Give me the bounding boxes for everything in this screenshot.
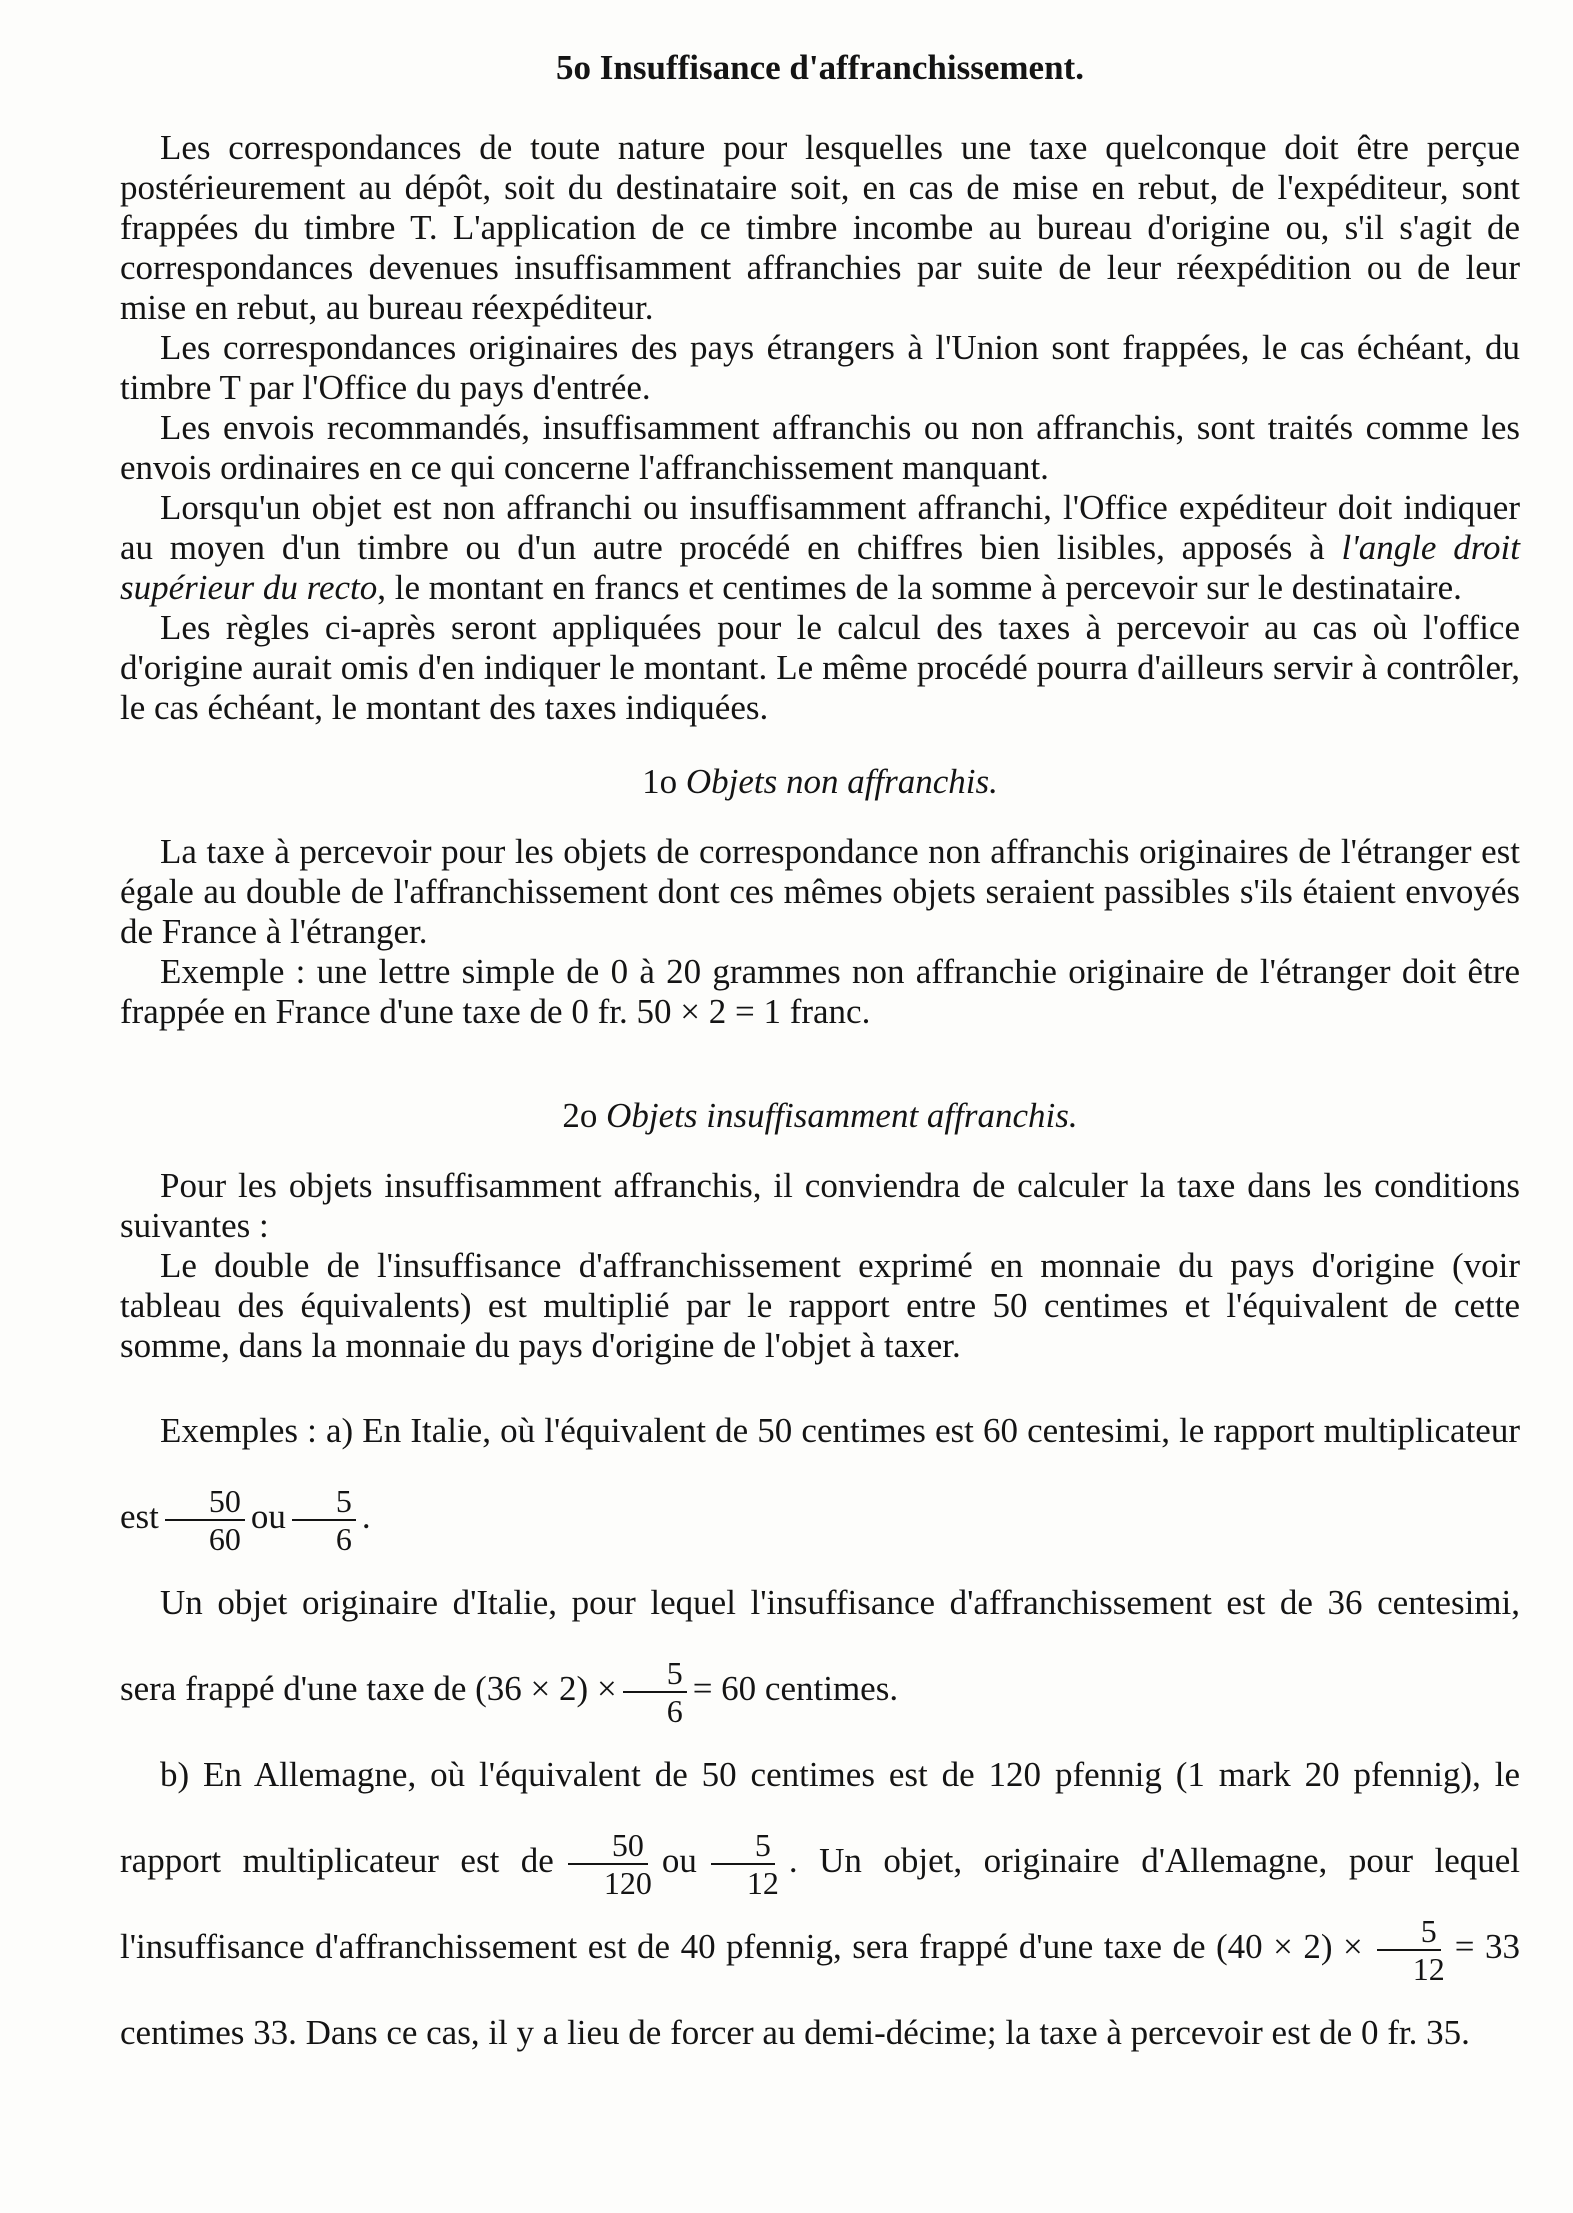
paragraph-regles-calcul: Les règles ci-après seront appliquées pour le calcul des taxes à percevoir au cas où l'office d'origine aurait omis d'en indiquer le montant. Le même procédé pourra d'ailleurs servir à contrôler, le cas échéant, le montant des taxes indiquées. <box>120 608 1520 727</box>
p4-before: Lorsqu'un objet est non affranchi ou insuffisamment affranchi, l'Office expéditeur doit indiquer au moyen d'un timbre ou d'un autre procédé en chiffres bien lisibles, apposés à <box>120 488 1520 567</box>
example-a-calc: Un objet originaire d'Italie, pour lequel l'insuffisance d'affranchissement est de 36 centesimi, sera frappé d'une taxe de (36 × 2) × $\frac{5}{6}$ = 60 centimes. <box>120 1583 1520 1729</box>
example-b: b) En Allemagne, où l'équivalent de 50 centimes est de 120 pfennig (1 mark 20 pfennig), le rapport multiplicateur est de $\frac{50}{120}$ ou $\frac{5}{12}$ . Un objet, originaire d'Allemagne, pour lequel l'insuffisance d'affranchissement est de 40 pfennig, sera frappé d'une taxe de (40 × 2) × $\frac{5}{12}$ = 33 centimes 33. Dans ce cas, il y a lieu de forcer au demi-décime; la taxe à percevoir est de 0 fr. 35. <box>120 1755 1520 2052</box>
fraction-50-60: $\frac{50}{60}$ <box>165 1485 245 1555</box>
example-a-ratio: Exemples : a) En Italie, où l'équivalent de 50 centimes est 60 centesimi, le rapport multiplicateur est $\frac{50}{60}$ ou $\frac{5}{6}$ . <box>120 1411 1520 1557</box>
subsection-label-1: Objets non affranchis. <box>685 762 998 801</box>
paragraph-exemple-lettre: Exemple : une lettre simple de 0 à 20 grammes non affranchie originaire de l'étranger doit être frappée en France d'une taxe de 0 fr. 50 × 2 = 1 franc. <box>120 952 1520 1031</box>
paragraph-pays-etrangers: Les correspondances originaires des pays étrangers à l'Union sont frappées, le cas échéant, du timbre T par l'Office du pays d'entrée. <box>120 328 1520 407</box>
paragraph-envois-recommandes: Les envois recommandés, insuffisamment affranchis ou non affranchis, sont traités comme les envois ordinaires en ce qui concerne l'affranchissement manquant. <box>120 408 1520 487</box>
fraction-5-12: $\frac{5}{12}$ <box>703 1829 783 1899</box>
fraction-5-12-b: $\frac{5}{12}$ <box>1369 1915 1449 1985</box>
paragraph-indication-montant <box>120 488 1520 608</box>
example-b-part1: b) En Allemagne, où l'équivalent de 50 centimes est de 120 pfennig (1 mark 20 pfennig), le rapport multiplicateur est de <box>120 1755 1520 1880</box>
subsection-title-2 <box>120 1096 1520 1136</box>
p4-after: , le montant en francs et centimes de la somme à percevoir sur le destinataire. <box>377 568 1462 607</box>
example-b-part3: = 33 centimes 33. Dans ce cas, il y a lieu de forcer au demi-décime; la taxe à percevoir est de 0 fr. 35. <box>120 1927 1520 2052</box>
example-b-part2: . Un objet, originaire d'Allemagne, pour lequel l'insuffisance d'affranchissement est de 40 pfennig, sera frappé d'une taxe de (40 × 2) × <box>120 1841 1520 1966</box>
text-column <box>120 48 1520 2076</box>
fraction-5-6: $\frac{5}{6}$ <box>292 1485 356 1555</box>
p4-italic: l'angle droit supérieur du recto <box>120 528 1520 607</box>
subsection-label-2: Objets insuffisamment affranchis. <box>606 1096 1078 1135</box>
paragraph-timbre-t: Les correspondances de toute nature pour lesquelles une taxe quelconque doit être perçue postérieurement au dépôt, soit du destinataire soit, en cas de mise en rebut, de l'expéditeur, sont frappées du timbre T. L'application de ce timbre incombe au bureau d'origine ou, s'il s'agit de correspondances devenues insuffisamment affranchies par suite de leur réexpédition ou de leur mise en rebut, au bureau réexpéditeur. <box>120 128 1520 327</box>
ou-word: ou <box>250 1497 286 1536</box>
paragraph-double-insuffisance: Le double de l'insuffisance d'affranchissement exprimé en monnaie du pays d'origine (voir tableau des équivalents) est multiplié par le rapport entre 50 centimes et l'équivalent de cette somme, dans la monnaie du pays d'origine de l'objet à taxer. <box>120 1246 1520 1365</box>
example-a-calc-text: Un objet originaire d'Italie, pour lequel l'insuffisance d'affranchissement est de 36 centesimi, sera frappé d'une taxe de (36 × 2) × <box>120 1583 1520 1708</box>
fraction-5-6-b: $\frac{5}{6}$ <box>623 1657 687 1727</box>
subsection-title-1 <box>120 762 1520 802</box>
paragraph-insuffisamment: Pour les objets insuffisamment affranchis, il conviendra de calculer la taxe dans les conditions suivantes : <box>120 1166 1520 1245</box>
subsection-number-1: 1o <box>642 762 678 801</box>
subsection-number-2: 2o <box>562 1096 598 1135</box>
paragraph-non-affranchis: La taxe à percevoir pour les objets de correspondance non affranchis originaires de l'étranger est égale au double de l'affranchissement dont ces mêmes objets seraient passibles s'ils étaient envoyés de France à l'étranger. <box>120 832 1520 951</box>
example-a-text: Exemples : a) En Italie, où l'équivalent de 50 centimes est 60 centesimi, le rapport multiplicateur est <box>120 1411 1520 1536</box>
fraction-50-120: $\frac{50}{120}$ <box>560 1829 656 1899</box>
section-title: 5o Insuffisance d'affranchissement. <box>556 48 1084 87</box>
